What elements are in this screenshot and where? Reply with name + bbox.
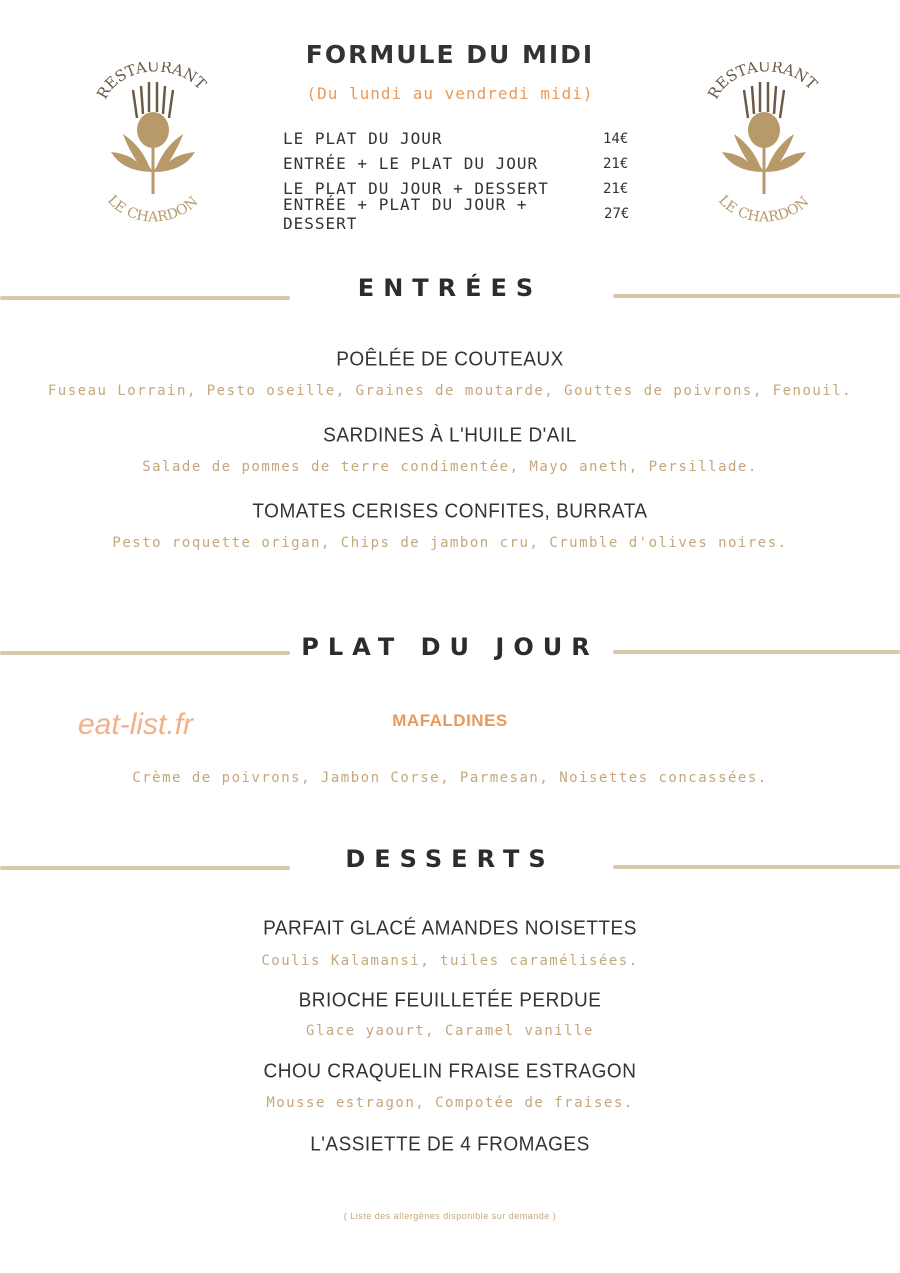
dish-description: Fuseau Lorrain, Pesto oseille, Graines de moutarde, Gouttes de poivrons, Fenouil. xyxy=(47,383,853,399)
formula-price: 21€ xyxy=(603,180,629,197)
dish-name: BRIOCHE FEUILLETÉE PERDUE xyxy=(298,989,602,1012)
dish-name: L'ASSIETTE DE 4 FROMAGES xyxy=(310,1133,590,1156)
formula-label: ENTRÉE + PLAT DU JOUR + DESSERT xyxy=(283,194,528,233)
logo-top-text: RESTAURANT xyxy=(93,62,210,102)
formula-price: 27€ xyxy=(604,205,630,222)
formula-row xyxy=(283,151,643,176)
section-title-plat-du-jour: PLAT DU JOUR xyxy=(301,633,599,661)
allergen-footnote: ( Liste des allergènes disponible sur demande ) xyxy=(343,1211,557,1221)
dish-name: POÊLÉE DE COUTEAUX xyxy=(336,348,564,371)
formula-price: 21€ xyxy=(603,155,629,172)
section-title-entrees: ENTRÉES xyxy=(357,274,543,302)
formula-subtitle: (Du lundi au vendredi midi) xyxy=(306,84,594,103)
formula-row xyxy=(283,194,643,233)
logo-top-text: RESTAURANT xyxy=(704,62,821,102)
section-title-desserts: DESSERTS xyxy=(345,845,555,873)
watermark-text: eat-list.fr xyxy=(78,708,194,741)
dish-name: PARFAIT GLACÉ AMANDES NOISETTES xyxy=(263,917,637,940)
logo-bottom-text: LE CHARDON xyxy=(104,192,202,222)
formula-label: LE PLAT DU JOUR xyxy=(283,129,443,148)
dish-name: TOMATES CERISES CONFITES, BURRATA xyxy=(252,500,648,523)
dish-description: Glace yaourt, Caramel vanille xyxy=(306,1023,594,1039)
formula-label: LE PLAT DU JOUR + DESSERT xyxy=(283,179,549,198)
dish-description: Crème de poivrons, Jambon Corse, Parmesan, Noisettes concassées. xyxy=(132,770,768,786)
dish-description: Coulis Kalamansi, tuiles caramélisées. xyxy=(261,953,639,969)
dish-description: Mousse estragon, Compotée de fraises. xyxy=(266,1095,634,1111)
dish-description: Salade de pommes de terre condimentée, Mayo aneth, Persillade. xyxy=(142,459,758,475)
dish-name: SARDINES À L'HUILE D'AIL xyxy=(323,424,577,447)
formula-price: 14€ xyxy=(603,130,629,147)
formula-row xyxy=(283,126,643,151)
dish-name-special: MAFALDINES xyxy=(392,711,508,730)
formula-title: FORMULE DU MIDI xyxy=(305,40,595,69)
dish-description: Pesto roquette origan, Chips de jambon cru, Crumble d'olives noires. xyxy=(112,535,788,551)
formula-price-list xyxy=(283,126,643,233)
formula-label: ENTRÉE + LE PLAT DU JOUR xyxy=(283,154,539,173)
dish-name: CHOU CRAQUELIN FRAISE ESTRAGON xyxy=(263,1060,637,1083)
logo-bottom-text: LE CHARDON xyxy=(715,192,813,222)
